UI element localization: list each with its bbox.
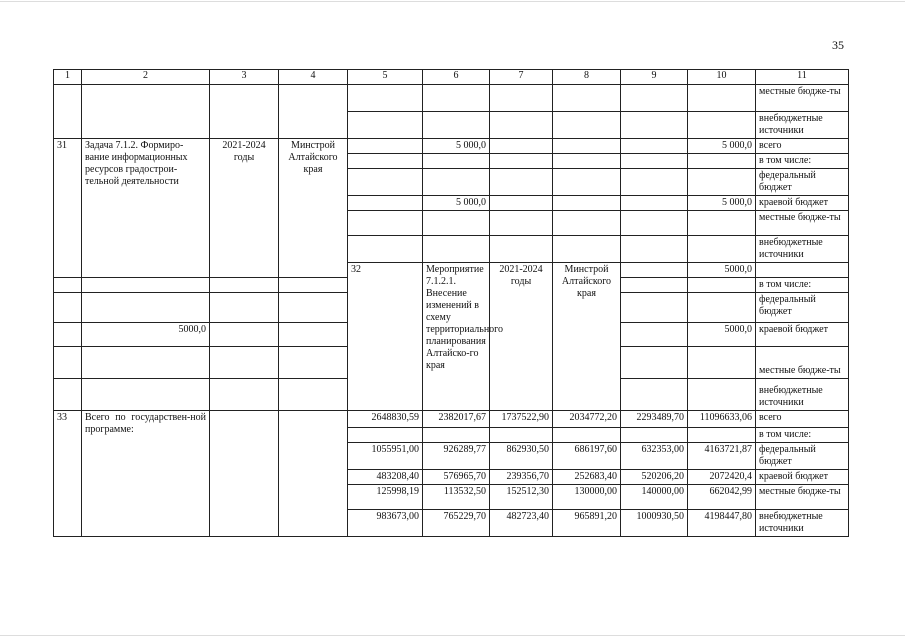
total-cell: 2382017,67 xyxy=(423,411,490,428)
total-cell: 2648830,59 xyxy=(348,411,423,428)
total-cell: 2072420,4 xyxy=(688,470,756,485)
total-cell: 11096633,06 xyxy=(688,411,756,428)
total-cell: 662042,99 xyxy=(688,485,756,510)
value-cell: 5 000,0 xyxy=(423,139,490,154)
header-cell: 11 xyxy=(756,70,849,85)
total-cell: 2034772,20 xyxy=(553,411,621,428)
total-cell: 113532,50 xyxy=(423,485,490,510)
row-number: 31 xyxy=(54,139,82,278)
row-number: 32 xyxy=(348,263,423,411)
value-cell: 5 000,0 xyxy=(688,139,756,154)
row-years: 2021-2024 годы xyxy=(490,263,553,411)
header-cell: 8 xyxy=(553,70,621,85)
total-cell: 239356,70 xyxy=(490,470,553,485)
value-cell: 5000,0 xyxy=(82,323,210,347)
label-fed: федеральный бюджет xyxy=(756,443,849,470)
total-cell: 252683,40 xyxy=(553,470,621,485)
row-years: 2021-2024 годы xyxy=(210,139,279,278)
label-mest: местные бюдже-ты xyxy=(756,485,849,510)
header-cell: 4 xyxy=(279,70,348,85)
total-cell: 862930,50 xyxy=(490,443,553,470)
total-cell: 4198447,80 xyxy=(688,510,756,537)
page-number: 35 xyxy=(832,38,844,52)
row-name: Всего по государствен-ной программе: xyxy=(82,411,210,537)
header-cell: 2 xyxy=(82,70,210,85)
total-cell: 125998,19 xyxy=(348,485,423,510)
budget-table xyxy=(53,69,849,537)
header-cell: 10 xyxy=(688,70,756,85)
total-cell: 140000,00 xyxy=(621,485,688,510)
label-mest: местные бюдже-ты xyxy=(756,347,849,379)
total-cell: 576965,70 xyxy=(423,470,490,485)
header-cell: 1 xyxy=(54,70,82,85)
row-executor: Минстрой Алтайского края xyxy=(553,263,621,411)
header-cell: 6 xyxy=(423,70,490,85)
table-row xyxy=(54,139,849,154)
header-cell: 7 xyxy=(490,70,553,85)
label-vnebud: внебюджетные источники xyxy=(756,510,849,537)
total-cell: 632353,00 xyxy=(621,443,688,470)
header-cell: 5 xyxy=(348,70,423,85)
total-cell: 520206,20 xyxy=(621,470,688,485)
row-name: Мероприятие 7.1.2.1. Внесение изменений в схему территориального планирования Алтайско-го края xyxy=(423,263,490,411)
total-cell: 765229,70 xyxy=(423,510,490,537)
total-cell: 152512,30 xyxy=(490,485,553,510)
label-vtom: в том числе: xyxy=(756,428,849,443)
total-cell: 926289,77 xyxy=(423,443,490,470)
table-row xyxy=(54,85,849,112)
label-mest: местные бюдже-ты xyxy=(756,85,849,112)
header-cell: 3 xyxy=(210,70,279,85)
total-cell: 983673,00 xyxy=(348,510,423,537)
row-name: Задача 7.1.2. Формиро-вание информационных ресурсов градострои-тельной деятельности xyxy=(82,139,210,278)
label-fed: федеральный бюджет xyxy=(756,293,849,323)
label-mest: местные бюдже-ты xyxy=(756,211,849,236)
total-cell: 130000,00 xyxy=(553,485,621,510)
header-cell: 9 xyxy=(621,70,688,85)
value-cell: 5000,0 xyxy=(688,263,756,278)
label-vtom: в том числе: xyxy=(756,154,849,169)
label-vtom: в том числе: xyxy=(756,278,849,293)
total-cell: 686197,60 xyxy=(553,443,621,470)
row-number: 33 xyxy=(54,411,82,537)
table-row xyxy=(54,411,849,428)
total-cell: 483208,40 xyxy=(348,470,423,485)
row-executor: Минстрой Алтайского края xyxy=(279,139,348,278)
label-kraev: краевой бюджет xyxy=(756,196,849,211)
total-cell: 482723,40 xyxy=(490,510,553,537)
label-kraev: краевой бюджет xyxy=(756,470,849,485)
label-vnebud: внебюджетные источники xyxy=(756,236,849,263)
total-cell: 1055951,00 xyxy=(348,443,423,470)
scan-edge-bottom xyxy=(0,635,905,636)
total-cell: 2293489,70 xyxy=(621,411,688,428)
label-vsego: всего xyxy=(756,411,849,428)
total-cell: 965891,20 xyxy=(553,510,621,537)
label-vsego: всего xyxy=(756,139,849,154)
label-kraev: краевой бюджет xyxy=(756,323,849,347)
label-vnebud: внебюджетные источники xyxy=(756,379,849,411)
value-cell: 5000,0 xyxy=(688,323,756,347)
label-vnebud: внебюджетные источники xyxy=(756,112,849,139)
value-cell: 5 000,0 xyxy=(688,196,756,211)
value-cell: 5 000,0 xyxy=(423,196,490,211)
total-cell: 1737522,90 xyxy=(490,411,553,428)
scan-edge-top xyxy=(0,1,905,2)
total-cell: 1000930,50 xyxy=(621,510,688,537)
total-cell: 4163721,87 xyxy=(688,443,756,470)
header-row xyxy=(54,70,849,85)
label-fed: федеральный бюджет xyxy=(756,169,849,196)
